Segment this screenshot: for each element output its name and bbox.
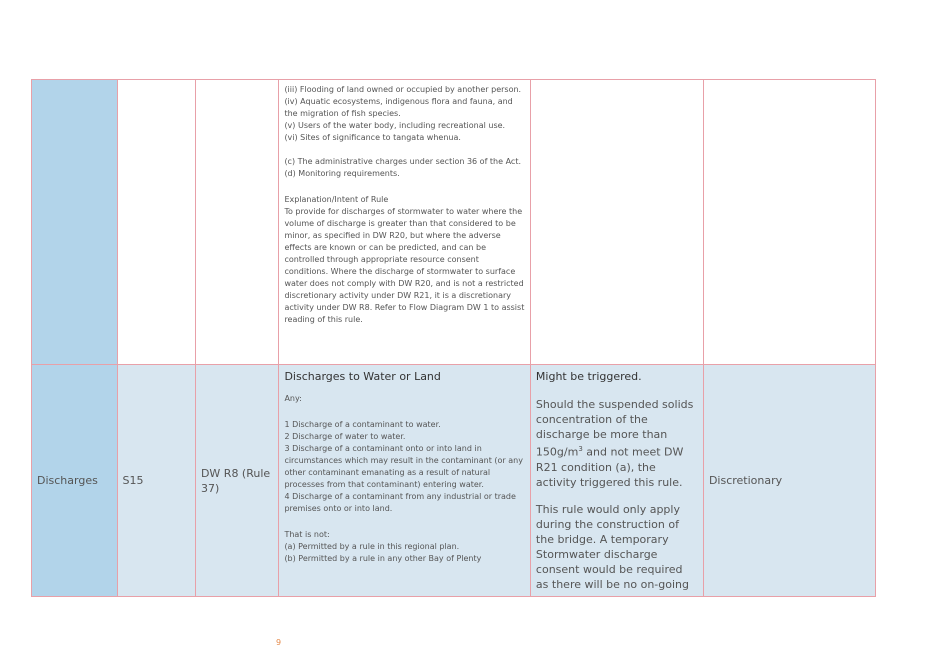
explanation-title: Explanation/Intent of Rule bbox=[284, 195, 389, 204]
matter-line: (v) Users of the water body, including recreational use. bbox=[284, 121, 506, 130]
rule-ref-cell: DW R8 (Rule 37) bbox=[195, 365, 278, 597]
rule-heading: Discharges to Water or Land bbox=[284, 370, 441, 383]
rule-item: 4 Discharge of a contaminant from any industrial or trade premises onto or into land. bbox=[284, 492, 516, 513]
category-cell bbox=[32, 80, 118, 365]
matter-line: (c) The administrative charges under section 36 of the Act. bbox=[284, 157, 522, 166]
exclusion-item: (b) Permitted by a rule in any other Bay of Plenty bbox=[284, 554, 482, 563]
page-number: 9 bbox=[276, 638, 282, 647]
that-is-not-label: That is not: bbox=[284, 530, 330, 539]
explanation-text: To provide for discharges of stormwater to water where the volume of discharge is greater than that considered to be minor, as specified in DW R20, but where the adverse effects are known or can be predicted, and can be controlled through appropriate resource consent conditions. Where the discharge of stormwater to surface water does not comply with DW R20, and is not a restricted discretionary activity under DW R21, it is a discretionary activity under DW R8. Refer to Flow Diagram DW 1 to assist reading of this rule. bbox=[284, 207, 525, 324]
matter-line: (iv) Aquatic ecosystems, indigenous flora and fauna, and the migration of fish species. bbox=[284, 97, 513, 118]
table-row bbox=[32, 365, 876, 597]
section-cell bbox=[117, 80, 195, 365]
trigger-paragraph: This rule would only apply during the construction of the bridge. A temporary Stormwater discharge consent would be required as there will be no on-going bbox=[535, 502, 689, 591]
rule-item: 3 Discharge of a contaminant onto or into land in circumstances which may result in the contaminant (or any other contaminant emanating as a result of natural processes from that contaminant) entering water. bbox=[284, 444, 523, 489]
table-row bbox=[32, 80, 876, 365]
trigger-heading: Might be triggered. bbox=[535, 370, 642, 383]
trigger-cell bbox=[530, 80, 703, 365]
trigger-paragraph: Should the suspended solids concentration of the discharge be more than $150g/m^3$ and not meet DW R21 condition (a), the activity triggered this rule. bbox=[535, 398, 694, 489]
rule-text-cell bbox=[279, 365, 530, 597]
rules-table bbox=[31, 79, 876, 597]
matter-line: (d) Monitoring requirements. bbox=[284, 169, 400, 178]
any-label: Any: bbox=[284, 394, 302, 403]
status-cell: Discretionary bbox=[703, 365, 875, 597]
category-cell: Discharges bbox=[32, 365, 118, 597]
status-cell bbox=[703, 80, 875, 365]
rule-ref-cell bbox=[195, 80, 278, 365]
matter-line: (vi) Sites of significance to tangata whenua. bbox=[284, 133, 461, 142]
matter-line: (iii) Flooding of land owned or occupied by another person. bbox=[284, 85, 522, 94]
rule-item: 2 Discharge of water to water. bbox=[284, 432, 406, 441]
trigger-cell bbox=[530, 365, 703, 597]
rule-text-cell bbox=[279, 80, 530, 365]
rule-item: 1 Discharge of a contaminant to water. bbox=[284, 420, 441, 429]
section-cell: S15 bbox=[117, 365, 195, 597]
exclusion-item: (a) Permitted by a rule in this regional plan. bbox=[284, 542, 460, 551]
